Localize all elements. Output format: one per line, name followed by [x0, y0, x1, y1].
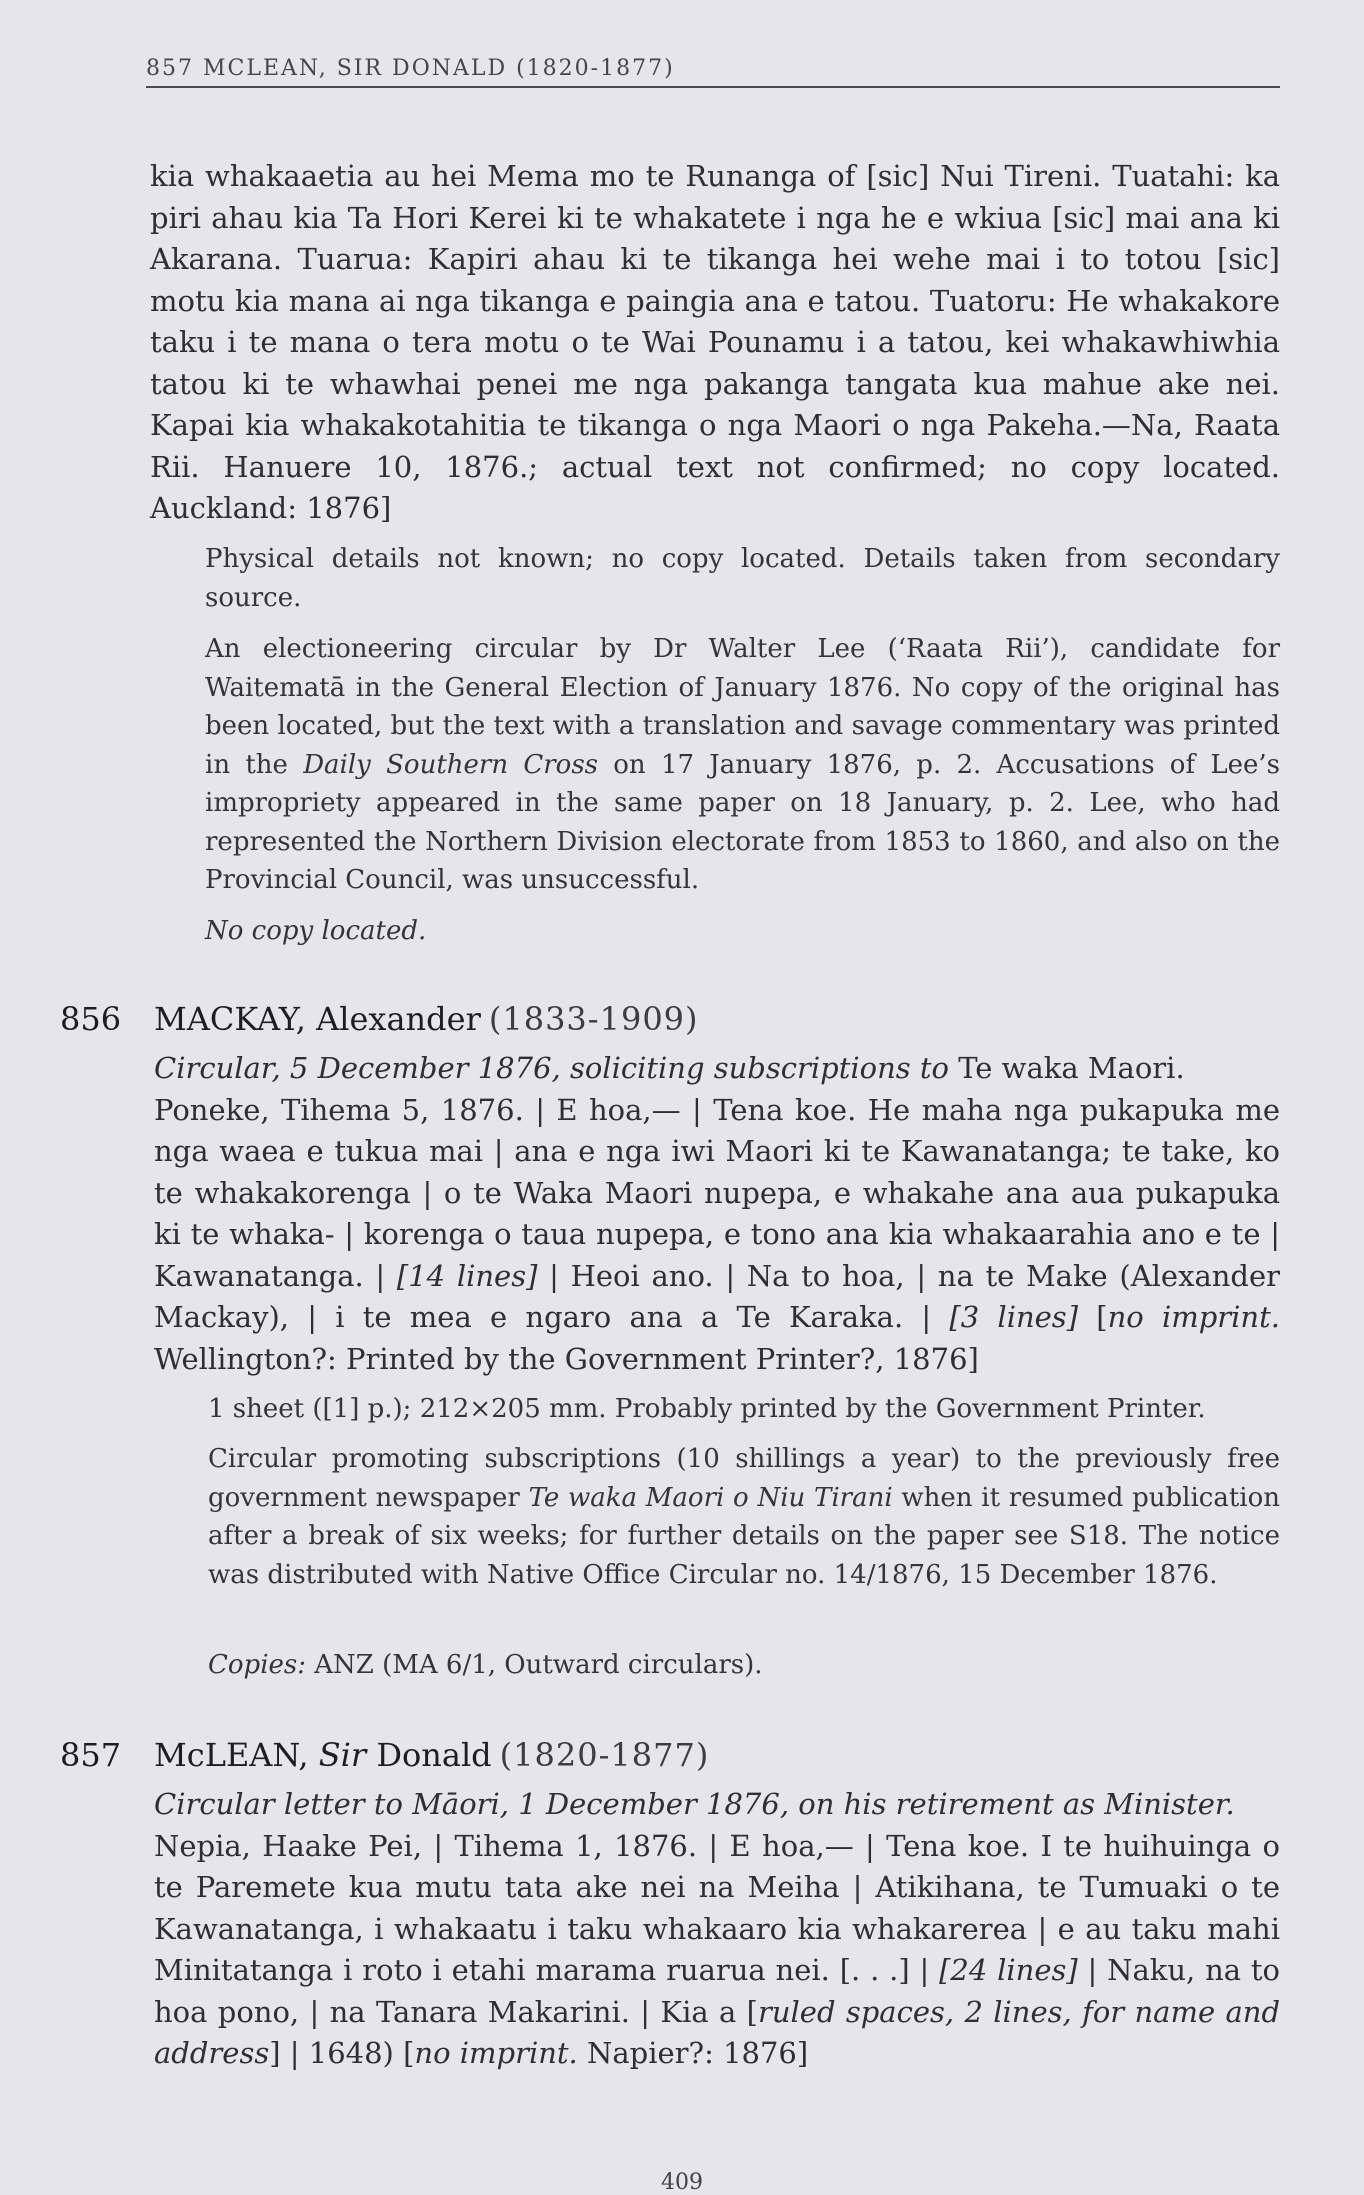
copies-line: [208, 1646, 1280, 1685]
transcription-text: | Heoi ano. | Na to hoa, | na te Make (Alexander Mackay), | i te mea e ngaro ana a Te Karaka. |: [154, 1258, 1281, 1334]
physical-details: Physical details not known; no copy located. Details taken from secondary source.: [205, 544, 1280, 613]
header-rule: [146, 86, 1280, 88]
physical-details: 1 sheet ([1] p.); 212×205 mm. Probably printed by the Government Printer.: [208, 1394, 1206, 1424]
entry-number: 856: [60, 1000, 122, 1038]
page-number: 409: [661, 2170, 703, 2195]
entry-number: 857: [60, 1736, 122, 1774]
running-head: 857 MCLEAN, SIR DONALD (1820-1877): [146, 56, 675, 81]
note-text: when it resumed publication after a break of six weeks; for further details on the paper see S18. The notice was distributed with Native Office Circular no. 14/1876, 15 December 1876.: [208, 1482, 1280, 1590]
copies-line: No copy located.: [205, 916, 427, 946]
entry-heading: [154, 1000, 699, 1038]
copies-value: ANZ (MA 6/1, Outward circulars).: [306, 1650, 763, 1680]
newspaper-title: Te waka Maori o Niu Tirani: [528, 1482, 893, 1513]
transcription-text: [: [1078, 1300, 1108, 1334]
author-name: MACKAY, Alexander: [154, 1000, 481, 1038]
copies-label: Copies:: [208, 1650, 306, 1680]
transcription-text: ] | 1648) [: [269, 2036, 415, 2070]
ruled-spaces: ruled spaces, 2 lines, for name and address: [154, 1994, 1281, 2070]
note-text: Circular promoting subscriptions (10 shillings a year) to the previously free government newspaper: [208, 1444, 1280, 1513]
omitted-lines: [14 lines]: [396, 1258, 538, 1293]
note-text: An electioneering circular by Dr Walter Lee (‘Raata Rii’), candidate for Waitematā in the General Election of January 1876. No copy of the original has been located, but the text with a translation and savage commentary was printed in the: [205, 634, 1280, 780]
transcription-text: Nepia, Haake Pei, | Tihema 1, 1876. | E hoa,— | Tena koe. I te huihuinga o te Paremete kua mutu tata ake nei na Meiha | Atikihana, te Tumuaki o te Kawanatanga, i whakaatu i taku whakaaro kia whakarerea | e au taku mahi Minitatanga i roto i etahi marama ruarua nei. [. . .] |: [154, 1828, 1280, 1987]
no-imprint: no imprint.: [1107, 1300, 1280, 1334]
no-imprint: no imprint.: [414, 2036, 578, 2070]
entry-note: [205, 630, 1280, 900]
newspaper-title: Daily Southern Cross: [303, 749, 599, 780]
imprint-text: Napier?: 1876]: [577, 2036, 809, 2070]
omitted-lines: [24 lines]: [939, 1953, 1078, 1987]
author-honorific: Sir: [318, 1736, 367, 1774]
transcription-text: | Naku, na to hoa pono, | na Tanara Makarini. | Kia a [: [154, 1953, 1281, 2029]
entry-title: Circular, 5 December 1876, soliciting subscriptions to: [154, 1051, 949, 1085]
entry-transcription: [154, 1784, 1280, 2075]
entry-note: [208, 1440, 1280, 1594]
entry-transcription: [154, 1048, 1280, 1380]
omitted-lines: [3 lines]: [949, 1300, 1079, 1334]
author-dates: (1820-1877): [499, 1736, 710, 1774]
author-name: McLEAN,: [154, 1736, 319, 1774]
entry-title-roman: Te waka Maori.: [948, 1051, 1185, 1085]
author-name: Donald: [366, 1736, 492, 1774]
note-text: on 17 January 1876, p. 2. Accusations of Lee’s impropriety appeared in the same paper on 18 January, p. 2. Lee, who had represented the Northern Division electorate from 1853 to 1860, and also on the Provincial Council, was unsuccessful.: [205, 749, 1280, 895]
imprint-text: Wellington?: Printed by the Government Printer?, 1876]: [154, 1341, 979, 1376]
author-dates: (1833-1909): [488, 1000, 699, 1038]
entry-heading: [154, 1736, 709, 1774]
continued-transcription: kia whakaaetia au hei Mema mo te Runanga of [sic] Nui Tireni. Tuatahi: ka piri ahau kia Ta Hori Kerei ki te whakatete i nga he e wkiua [sic] mai ana ki Akarana. Tuarua: Kapiri ahau ki te tikanga hei wehe mai i to totou [sic] motu kia mana ai nga tikanga e paingia ana e tatou. Tuatoru: He whakakore taku i te mana o tera motu o te Wai Pounamu i a tatou, kei whakawhiwhia tatou ki te whawhai penei me nga pakanga tangata kua mahue ake nei. Kapai kia whakakotahitia te tikanga o nga Maori o nga Pakeha.—Na, Raata Rii. Hanuere 10, 1876.; actual text not confirmed; no copy located. Auckland: 1876]: [150, 159, 1280, 525]
entry-title: Circular letter to Māori, 1 December 1876, on his retirement as Minister.: [154, 1787, 1235, 1821]
transcription-text: Poneke, Tihema 5, 1876. | E hoa,— | Tena koe. He maha nga pukapuka me nga waea e tukua mai | ana e nga iwi Maori ki te Kawanatanga; te take, ko te whakakorenga | o te Waka Maori nupepa, e whakahe ana aua pukapuka ki te whaka- | korenga o taua nupepa, e tono ana kia whakaarahia ano e te | Kawanatanga. |: [154, 1092, 1280, 1293]
